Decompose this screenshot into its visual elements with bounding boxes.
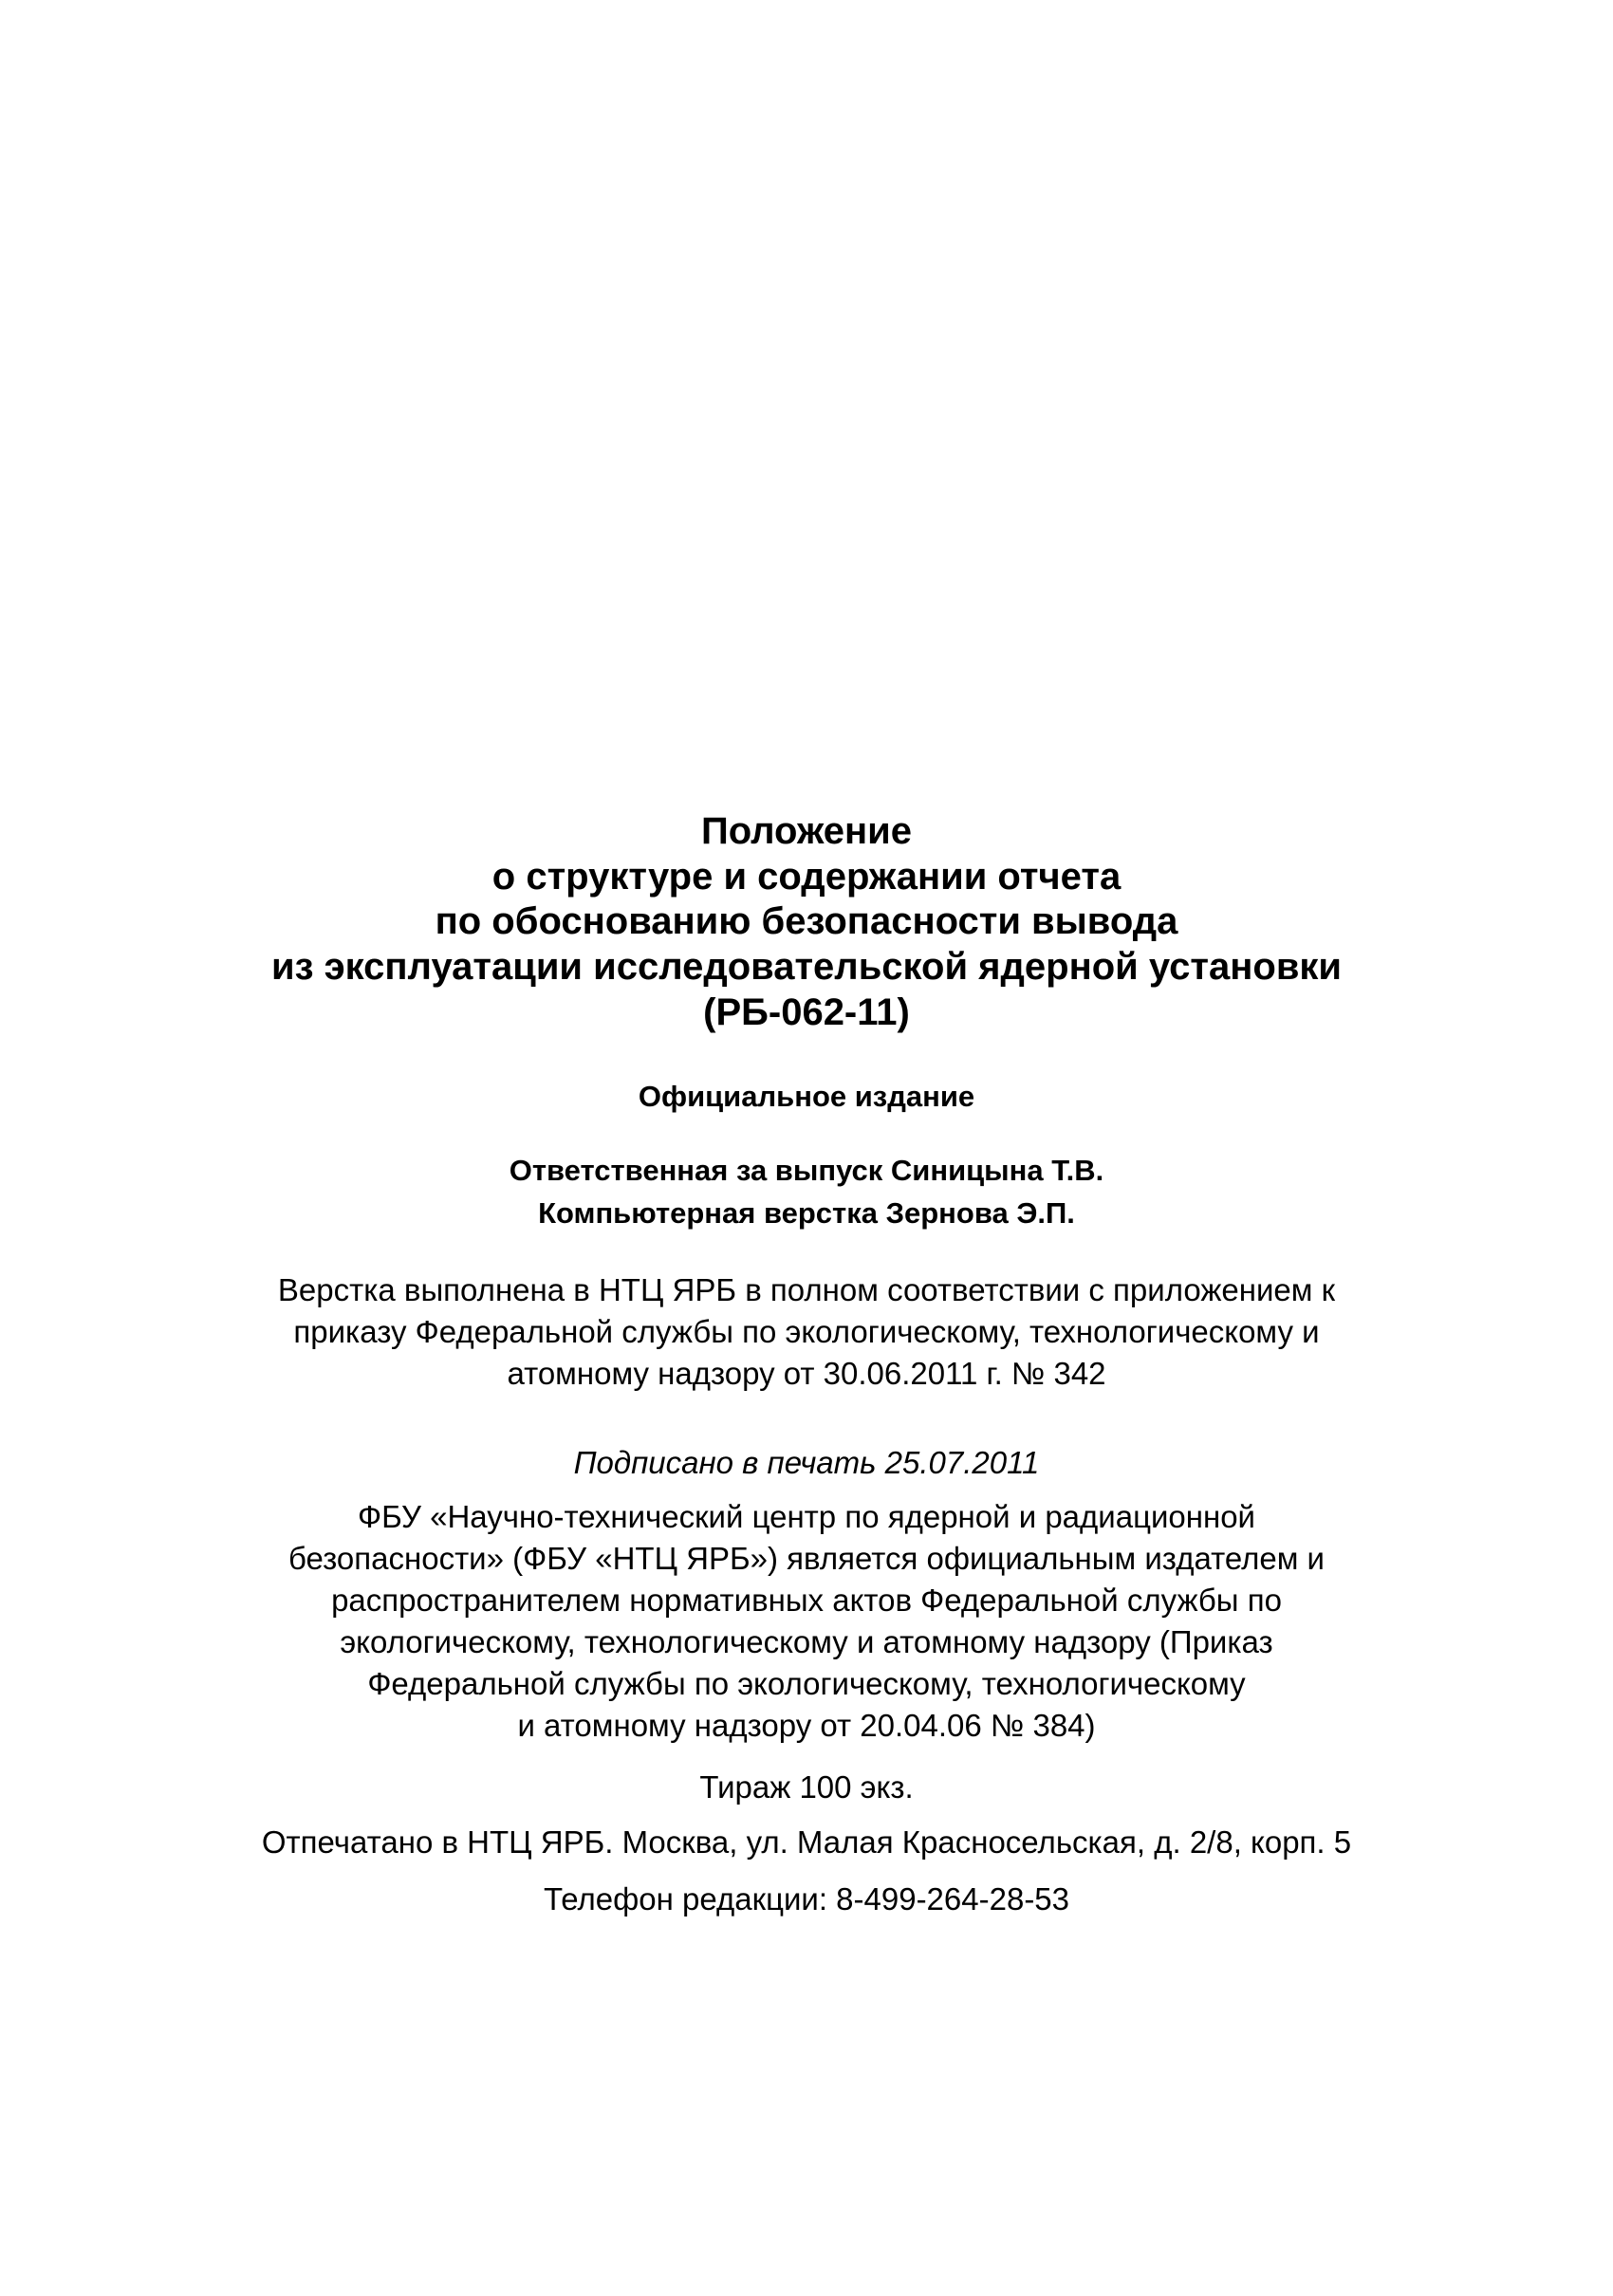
title-line-2: о структуре и содержании отчета — [491, 856, 1122, 898]
credit-responsible: Ответственная за выпуск Синицына Т.В. — [509, 1154, 1104, 1187]
publisher-note-line-6: и атомному надзору от 20.04.06 № 384) — [517, 1708, 1096, 1743]
layout-note-line-3: атомному надзору от 30.06.2011 г. № 342 — [507, 1356, 1106, 1391]
title-line-4: из эксплуатации исследовательской ядерной установки — [270, 946, 1343, 988]
layout-note-line-2: приказу Федеральной службы по экологическому, технологическому и — [293, 1314, 1320, 1349]
publisher-note-line-1: ФБУ «Научно-технический центр по ядерной и радиационной — [357, 1499, 1255, 1534]
title-line-5: (РБ-062-11) — [703, 991, 910, 1033]
title-line-1: Положение — [700, 810, 913, 852]
publisher-note-line-4: экологическому, технологическому и атомному надзору (Приказ — [340, 1624, 1273, 1659]
publisher-note-line-3: распространителем нормативных актов Федеральной службы по — [331, 1583, 1282, 1618]
publisher-note-line-5: Федеральной службы по экологическому, технологическому — [367, 1666, 1246, 1701]
printed-info: Отпечатано в НТЦ ЯРБ. Москва, ул. Малая Красносельская, д. 2/8, корп. 5 — [261, 1824, 1352, 1860]
publisher-note-line-2: безопасности» (ФБУ «НТЦ ЯРБ») является официальным издателем и — [288, 1541, 1325, 1576]
title-line-3: по обоснованию безопасности вывода — [435, 900, 1178, 942]
credit-layout: Компьютерная верстка Зернова Э.П. — [538, 1196, 1075, 1230]
circulation: Тираж 100 экз. — [699, 1769, 914, 1805]
signed-date: Подписано в печать 25.07.2011 — [573, 1445, 1040, 1480]
editorial-phone: Телефон редакции: 8-499-264-28-53 — [543, 1881, 1070, 1916]
layout-note-line-1: Верстка выполнена в НТЦ ЯРБ в полном соответствии с приложением к — [277, 1272, 1336, 1307]
edition-label: Официальное издание — [638, 1080, 975, 1113]
